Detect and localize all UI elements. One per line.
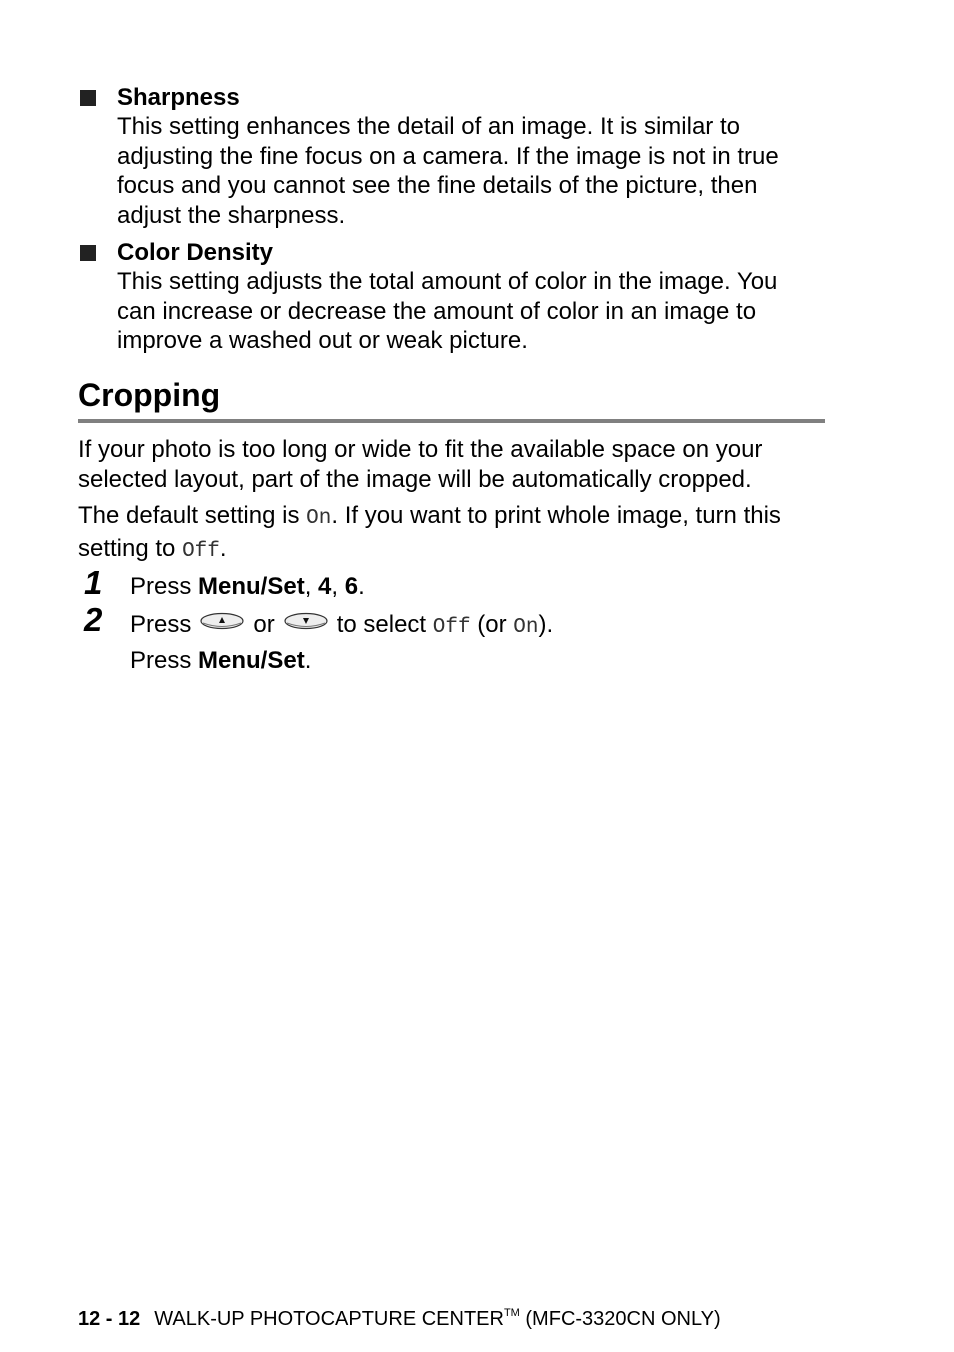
- menu-set-key: Menu/Set: [198, 573, 305, 600]
- bullet-square: [80, 90, 96, 106]
- text-line: This setting enhances the detail of an image. It is similar to: [117, 113, 740, 140]
- text: (or: [470, 611, 514, 638]
- text: to select: [336, 611, 433, 638]
- text: or: [253, 611, 275, 638]
- text-line: [78, 501, 838, 534]
- text: . If you want to print whole image, turn this: [331, 502, 781, 529]
- text-line: selected layout, part of the image will be automatically cropped.: [78, 465, 752, 493]
- text: Press: [130, 611, 192, 638]
- text: .: [358, 573, 365, 600]
- text-line: This setting adjusts the total amount of color in the image. You: [117, 268, 778, 295]
- text: .: [219, 534, 227, 562]
- key-4: 4: [318, 573, 332, 600]
- step-2-text: [130, 610, 553, 643]
- text: .: [304, 647, 312, 674]
- page-footer: [78, 1300, 721, 1332]
- setting-value-on: On: [306, 507, 332, 530]
- page-number: 12 - 12: [78, 1308, 141, 1330]
- setting-value-off: Off: [432, 616, 471, 639]
- text: ).: [538, 611, 554, 638]
- trademark-symbol: TM: [503, 1307, 520, 1319]
- key-6: 6: [344, 573, 359, 600]
- step-number-1: 1: [84, 564, 103, 601]
- text-line: can increase or decrease the amount of color in an image to: [117, 297, 757, 325]
- footer-model: (MFC-3320CN ONLY): [519, 1308, 721, 1330]
- bullet-square: [80, 245, 96, 261]
- step-1-text: [130, 572, 365, 602]
- text: ,: [331, 573, 345, 600]
- setting-value-off: Off: [182, 539, 220, 563]
- section-title: Cropping: [78, 377, 221, 413]
- text-line: improve a washed out or weak picture.: [117, 327, 528, 355]
- up-arrow-key-icon: [199, 609, 245, 639]
- step-number-2: 2: [84, 601, 103, 638]
- text-line: adjust the sharpness.: [117, 201, 346, 229]
- setting-value-on: On: [513, 616, 539, 639]
- section-divider: [78, 419, 825, 423]
- default-setting-paragraph: [78, 501, 838, 566]
- text: Press: [130, 573, 199, 600]
- text: ,: [304, 573, 319, 600]
- menu-set-key: Menu/Set: [198, 647, 305, 674]
- step-2-line-2: [130, 646, 311, 676]
- text-line: If your photo is too long or wide to fit the available space on your: [78, 436, 763, 463]
- text: Press: [130, 647, 199, 674]
- text: setting to: [78, 534, 183, 562]
- bullet-title-color-density: Color Density: [117, 239, 274, 266]
- bullet-title-sharpness: Sharpness: [117, 84, 240, 111]
- bullet-text-sharpness: [117, 112, 837, 230]
- text-line: adjusting the fine focus on a camera. If the image is not in true: [117, 142, 779, 170]
- bullet-text-color-density: [117, 267, 837, 356]
- text-line: focus and you cannot see the fine details of the picture, then: [117, 172, 758, 200]
- footer-title: WALK-UP PHOTOCAPTURE CENTER: [154, 1308, 504, 1330]
- text: The default setting is: [78, 502, 307, 529]
- intro-paragraph: [78, 435, 838, 494]
- text-line: [78, 534, 838, 567]
- down-arrow-key-icon: [283, 609, 329, 639]
